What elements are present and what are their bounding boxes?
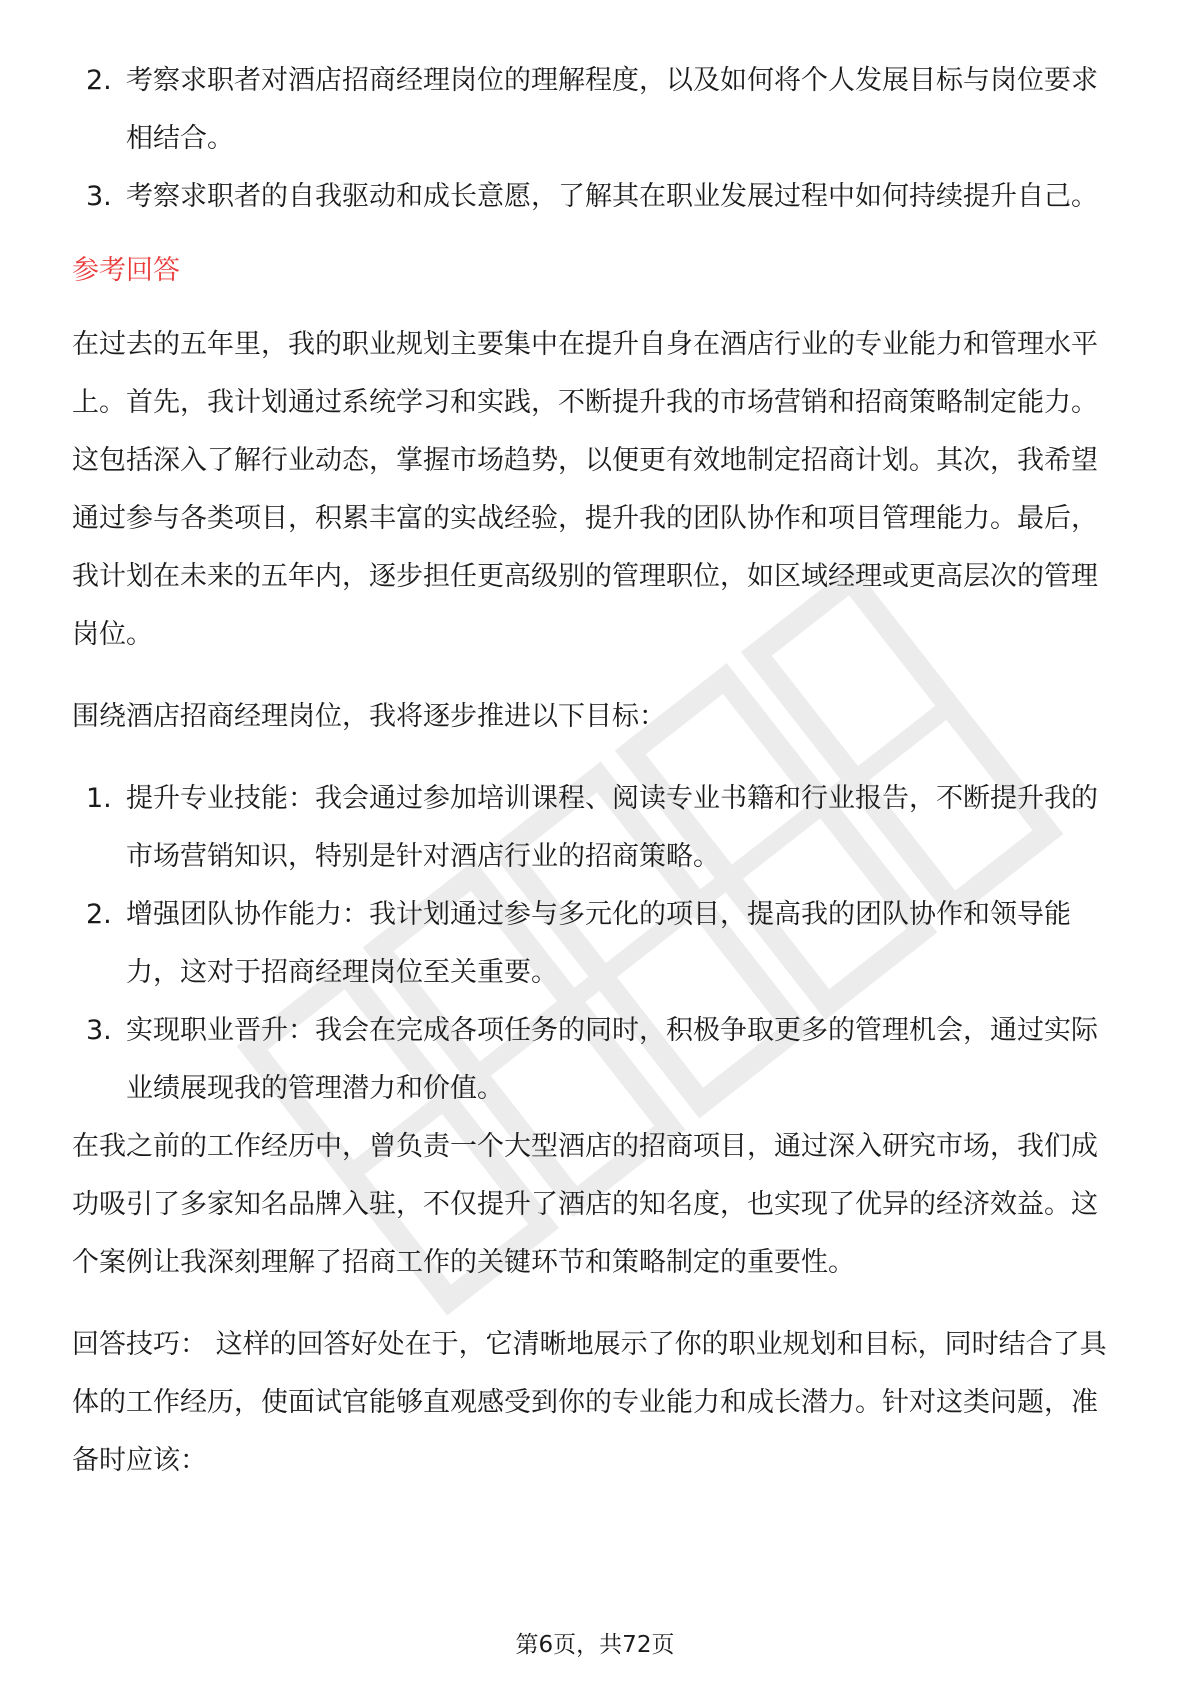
list-item-number: 3.: [86, 181, 112, 212]
list-item-number: 3.: [86, 1015, 112, 1046]
top-numbered-list: [72, 52, 1122, 226]
list-item: [72, 168, 1122, 226]
list-item-number: 2.: [86, 899, 112, 930]
list-item: [72, 886, 1122, 1002]
list-item-text: 实现职业晋升：我会在完成各项任务的同时，积极争取更多的管理机会，通过实际业绩展现我的管理潜力和价值。: [126, 1015, 1098, 1104]
list-item: [72, 52, 1122, 168]
list-item-text: 提升专业技能：我会通过参加培训课程、阅读专业书籍和行业报告，不断提升我的市场营销知识，特别是针对酒店行业的招商策略。: [126, 783, 1098, 872]
list-item-number: 2.: [86, 65, 112, 96]
list-item: [72, 770, 1122, 886]
list-item-text: 增强团队协作能力：我计划通过参与多元化的项目，提高我的团队协作和领导能力，这对于招商经理岗位至关重要。: [126, 899, 1071, 988]
goals-numbered-list: [72, 770, 1122, 1118]
content-area: [72, 52, 1122, 1490]
list-item: [72, 1002, 1122, 1118]
list-item-number: 1.: [86, 783, 112, 814]
list-item-text: 考察求职者的自我驱动和成长意愿，了解其在职业发展过程中如何持续提升自己。: [126, 181, 1098, 212]
answer-paragraph-2: 在我之前的工作经历中，曾负责一个大型酒店的招商项目，通过深入研究市场，我们成功吸引了多家知名品牌入驻，不仅提升了酒店的知名度，也实现了优异的经济效益。这个案例让我深刻理解了招商工作的关键环节和策略制定的重要性。: [72, 1131, 1098, 1278]
goals-intro: 围绕酒店招商经理岗位，我将逐步推进以下目标：: [72, 701, 666, 732]
list-item-text: 考察求职者对酒店招商经理岗位的理解程度，以及如何将个人发展目标与岗位要求相结合。: [126, 65, 1098, 154]
answer-tips-paragraph: 回答技巧： 这样的回答好处在于，它清晰地展示了你的职业规划和目标，同时结合了具体的工作经历，使面试官能够直观感受到你的专业能力和成长潜力。针对这类问题，准备时应该：: [72, 1329, 1107, 1476]
page-number-footer: 第6页，共72页: [515, 1632, 675, 1658]
answer-paragraph-1: 在过去的五年里，我的职业规划主要集中在提升自身在酒店行业的专业能力和管理水平上。首先，我计划通过系统学习和实践，不断提升我的市场营销和招商策略制定能力。这包括深入了解行业动态，掌握市场趋势，以便更有效地制定招商计划。其次，我希望通过参与各类项目，积累丰富的实战经验，提升我的团队协作和项目管理能力。最后，我计划在未来的五年内，逐步担任更高级别的管理职位，如区域经理或更高层次的管理岗位。: [72, 329, 1098, 650]
section-heading: 参考回答: [72, 255, 180, 286]
